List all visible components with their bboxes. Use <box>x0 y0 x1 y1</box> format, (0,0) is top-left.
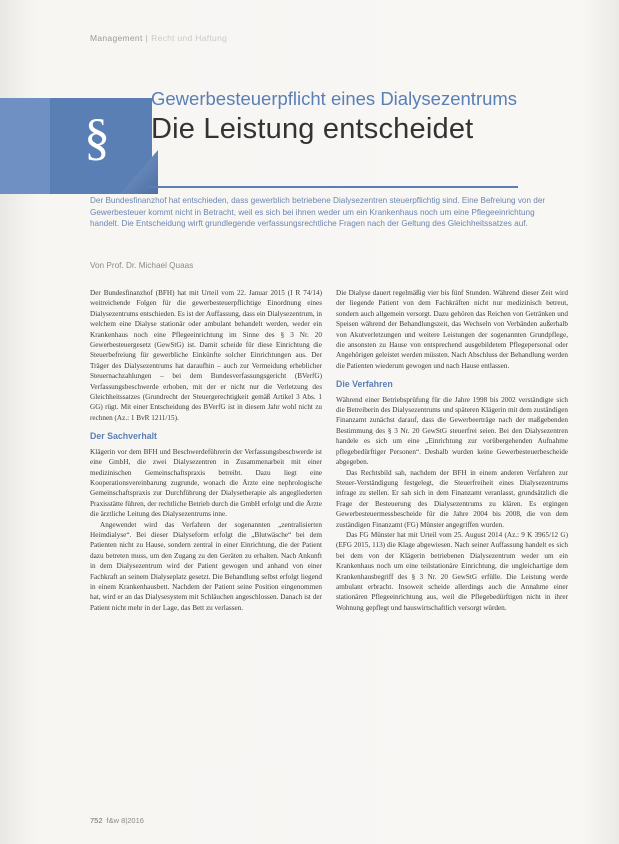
rubric-topic: Recht und Haftung <box>151 33 228 43</box>
body-paragraph: Die Dialyse dauert regelmäßig vier bis fünf Stunden. Während dieser Zeit wird der liegende Patient von dem Fachkräften nicht nur medizinisch betreut, sondern auch allgemein versorgt. Dazu gehören das Reichen von Getränken und Speisen während der Behandlungszeit, das Wechseln von Verbänden außerhalb von Akutverletzungen und weitere Leistungen der sogenannten Grundpflege, die ansonsten zu Hause von entsprechend ausgebildetem Pflegepersonal oder Angehörigen geleistet werden müssten. Nach Abschluss der Behandlung werden die Patienten wiederum gewogen und nach Hause entlassen. <box>336 289 568 370</box>
body-paragraph: Das Rechtsbild sah, nachdem der BFH in einem anderen Verfahren zur Steuer-Verständigung festgelegt, die Steuerfreiheit eines Dialysezentrums infrage zu stellen. Er sah sich in dem Finanzamt veranlasst, grundsätzlich die Frage der Besteuerung des Dialysezentrums zu klären. Es ergingen Gewerbesteuermessbescheide für die Jahre 2004 bis 2008, die von dem zuständigen Finanzamt (FG) Münster angegriffen wurden. <box>336 468 568 529</box>
article-lead: Der Bundesfinanzhof hat entschieden, dass gewerblich betriebene Dialysezentren steuerpflichtig sind. Eine Befreiung von der Gewerbesteuer kommt nicht in Betracht, weil es sich bei ihnen weder um ein Krankenhaus noch um eine Pflegeeinrichtung handelt. Die Entscheidung wirft grundlegende verfassungsrechtliche Fragen nach der Geltung des Gleichheitssatzes auf. <box>90 196 546 229</box>
article-kicker: Gewerbesteuerpflicht eines Dialysezentrums <box>151 88 518 109</box>
page-number: 752 <box>90 816 103 825</box>
rubric-separator: | <box>145 33 149 43</box>
body-paragraph: Das FG Münster hat mit Urteil vom 25. August 2014 (Az.: 9 K 3965/12 G) (EFG 2015, 113) die Klage abgewiesen. Nach seiner Auffassung handelt es sich bei dem von der Klägerin betriebenen Dialysezentrum weder um ein Krankenhaus noch um eine teilstationäre Einrichtung, die ungleichartige dem Krankenhausbegriff des § 3 Nr. 20 GewStG erfülle. Die Leistung werde ambulant erbracht. Insoweit scheide allerdings auch die Annahme einer stationären Pflegeeinrichtung aus, weil die Pflegebedürftigen nicht in ihrer Wohnung gepflegt und hauswirtschaftlich versorgt würden. <box>336 530 568 612</box>
page-footer <box>90 816 144 825</box>
paragraph-icon: § <box>84 109 110 166</box>
rubric-section: Management <box>90 33 143 43</box>
facts-paragraph: Angewendet wird das Verfahren der sogenannten „zentralisierten Heimdialyse“. Bei dieser Dialyseform erfolgt die „Blutwäsche“ bei dem Patienten nicht zu Hause, sondern zentral in einer Einrichtung, die der Patient dazu betreten muss, um den Zugang zu den Geräten zu erhalten. Nach Ankunft in dem Dialysezentrum wird der Patient gewogen und anhand von einer Fachkraft an seinem Dialyseplatz gesetzt. Die Behandlung selbst erfolgt liegend in einem Krankenhausbett. Nachdem der Patient seine Position eingenommen hat, wird er an das Dialysesystem mit Schläuchen angeschlossen. Danach ist der Patient nicht mehr in der Lage, das Bett zu verlassen. <box>90 520 322 612</box>
heading-procedure: Die Verfahren <box>336 379 393 390</box>
title-color-strip <box>0 98 50 194</box>
body-paragraph: Während einer Betriebsprüfung für die Jahre 1998 bis 2002 verständigte sich die Betreiberin des Dialysezentrums und späteren Klägerin mit dem zuständigen Finanzamt zunächst darauf, dass die Gewerbeerträge nach der maßgebenden Bestimmung des § 3 Nr. 20 GewStG steuerfrei seien. Bei den Dialysezentren handele es sich um eine „Einrichtung zur vorübergehenden Aufnahme pflegebedürftiger Personen“. Deshalb wurden keine Gewerbesteuerbescheide abgegeben. <box>336 395 568 467</box>
article-author: Von Prof. Dr. Michael Quaas <box>90 261 194 270</box>
section-rubric <box>90 33 227 43</box>
heading-facts: Der Sachverhalt <box>90 431 157 442</box>
publication-name: f&w 8|2016 <box>106 816 144 825</box>
text-column-right <box>336 288 568 613</box>
facts-paragraph: Klägerin vor dem BFH und Beschwerdeführerin der Verfassungsbeschwerde ist eine GmbH, die zwei Dialysezentren in Zusammenarbeit mit einer medizinischen Gemeinschaftspraxis betreibt. Dazu liegt eine Kooperationsvereinbarung zugrunde, wonach die Ärzte eine nephrologische Gemeinschaftspraxis zur Durchführung der Dialysetherapie als angegliederten Praxisstätte führen, der rechtliche Betrieb durch die GmbH erfolgt und die Ärzte die ärztliche Leitung des Dialysezentrums inne. <box>90 447 322 519</box>
intro-paragraph: Der Bundesfinanzhof (BFH) hat mit Urteil vom 22. Januar 2015 (I R 74/14) weitreichende Folgen für die gewerbesteuerpflichtige Einordnung eines Dialysezentrums entschieden. Es ist der Auffassung, dass ein Dialysezentrum, in welchem eine Dialyse stationär oder ambulant behandelt werden, weder ein Krankenhaus noch eine Pflegeeinrichtung im Sinne des § 3 Nr. 20 Gewerbesteuergesetz (GewStG) ist. Damit scheide für diese Einrichtung die Steuerbefreiung für gewerbliche Einkünfte solcher Einrichtungen aus. Der Träger des Dialysezentrums hat daraufhin – auch zur Vermeidung erheblicher Steuernachzahlungen – bei dem Bundesverfassungsgericht (BVerfG) Verfassungsbeschwerde erhoben, mit der er nicht nur die Verletzung des Gleichheitssatzes (Grundrecht der Steuergerechtigkeit gemäß Artikel 3 Abs. 1 GG) rügt. Mit einer Entscheidung des BVerfG ist in diesem Jahr wohl nicht zu rechnen (Az.: 1 BvR 1211/15). <box>90 289 322 422</box>
title-underline <box>148 186 518 188</box>
article-headline: Die Leistung entscheidet <box>151 113 474 145</box>
text-column-left <box>90 288 322 613</box>
